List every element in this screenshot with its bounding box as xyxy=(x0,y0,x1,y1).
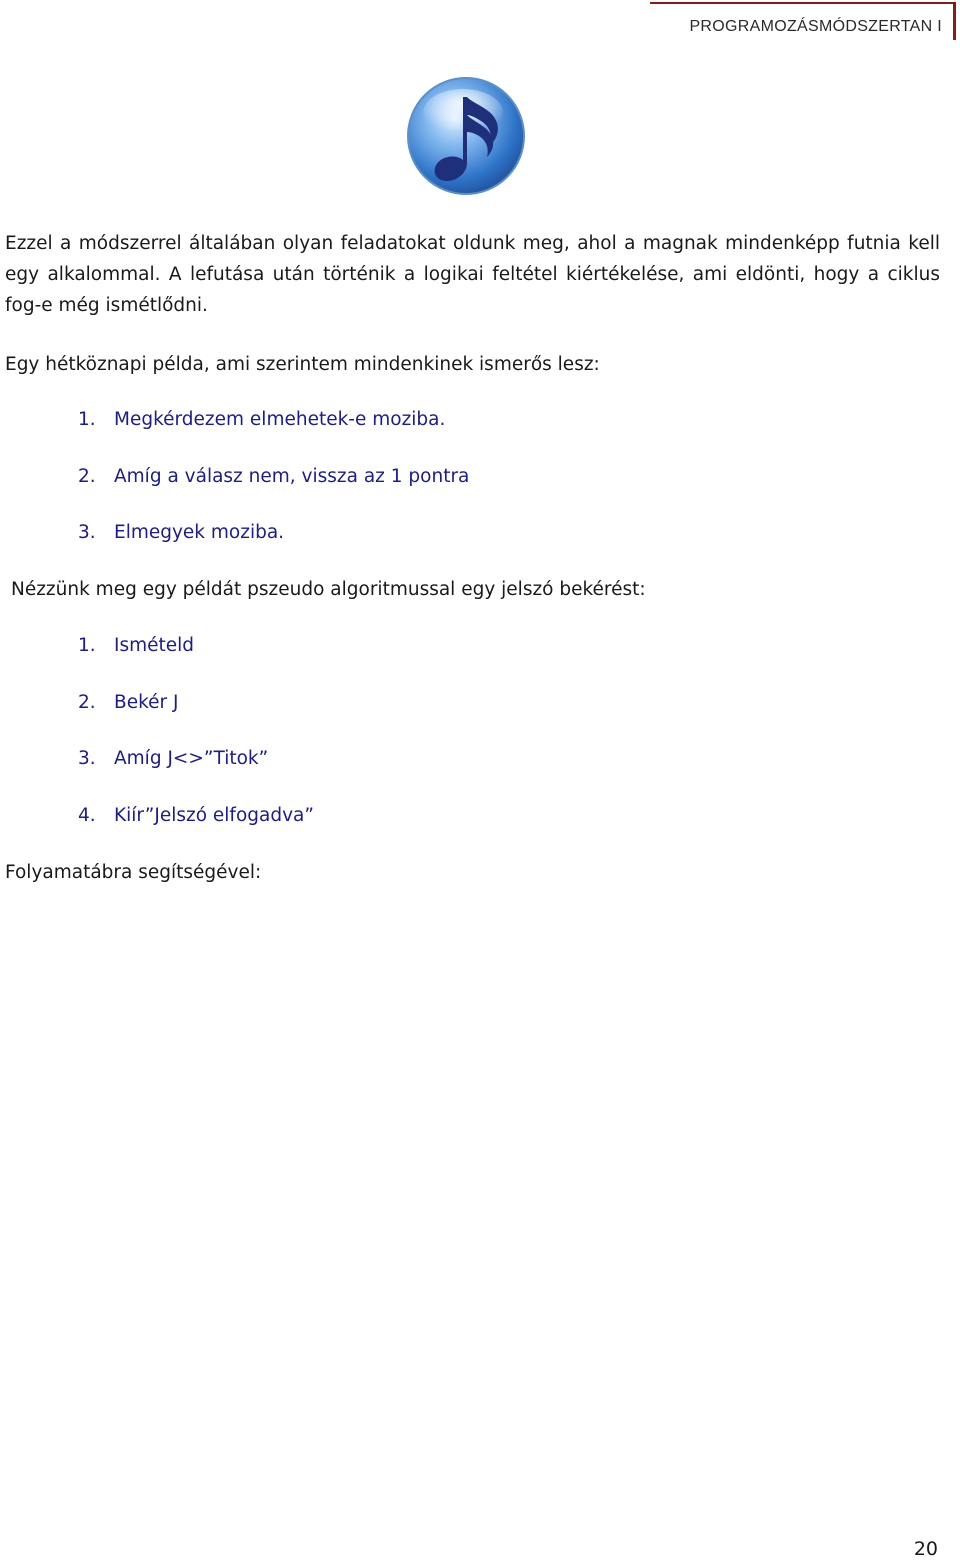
header-rule-vertical xyxy=(953,2,956,40)
list-number: 1. xyxy=(78,409,96,430)
list-text: Ismételd xyxy=(114,635,195,656)
list-number: 2. xyxy=(78,466,96,487)
music-note-icon xyxy=(405,75,527,197)
list-text: Kiír”Jelszó elfogadva” xyxy=(114,805,314,826)
list-text: Amíg J<>”Titok” xyxy=(114,748,269,769)
list-number: 1. xyxy=(78,635,96,656)
list-number: 2. xyxy=(78,692,96,713)
list-text: Megkérdezem elmehetek-e moziba. xyxy=(114,409,446,430)
list-item xyxy=(78,691,178,715)
list-text: Elmegyek moziba. xyxy=(114,522,285,543)
list-item xyxy=(78,747,268,771)
example-intro: Egy hétköznapi példa, ami szerintem mindenkinek ismerős lesz: xyxy=(5,354,600,375)
header-rule xyxy=(650,2,956,4)
list-item xyxy=(78,804,314,828)
pseudo-intro: Nézzünk meg egy példát pszeudo algoritmussal egy jelszó bekérést: xyxy=(11,579,646,600)
list-item xyxy=(78,634,194,658)
list-number: 4. xyxy=(78,805,96,826)
list-number: 3. xyxy=(78,748,96,769)
list-text: Bekér J xyxy=(114,692,179,713)
list-item xyxy=(78,408,445,432)
list-text: Amíg a válasz nem, vissza az 1 pontra xyxy=(114,466,470,487)
list-item xyxy=(78,521,284,545)
list-item xyxy=(78,465,469,489)
intro-paragraph: Ezzel a módszerrel általában olyan feladatokat oldunk meg, ahol a magnak mindenképp futnia kell egy alkalommal. A lefutása után történik a logikai feltétel kiértékelése, ami eldönti, hogy a ciklus fog-e még ismétlődni. xyxy=(5,233,940,316)
header-title: PROGRAMOZÁSMÓDSZERTAN I xyxy=(689,18,942,35)
page-number: 20 xyxy=(913,1538,938,1560)
flowchart-intro: Folyamatábra segítségével: xyxy=(5,862,262,883)
list-number: 3. xyxy=(78,522,96,543)
